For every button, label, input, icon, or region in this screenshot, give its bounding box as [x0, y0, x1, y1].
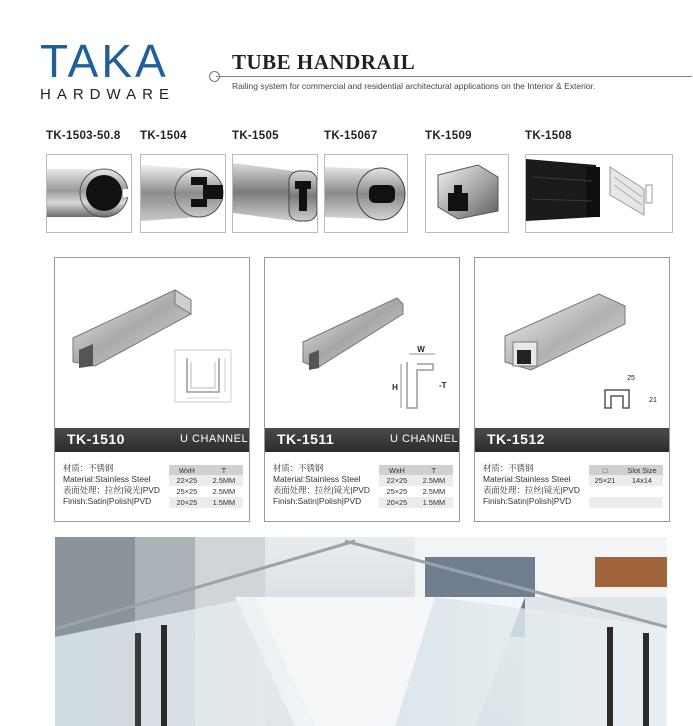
product-code-tk-1505: TK-1505 — [232, 130, 279, 142]
table-cell: 25×25 — [169, 486, 205, 497]
size-table-header: WxH — [379, 465, 415, 475]
product-spec — [273, 463, 370, 507]
table-cell: 2.5MM — [205, 475, 243, 486]
table-cell: 14x14 — [621, 475, 663, 486]
product-spec — [63, 463, 160, 507]
size-table-header: WxH — [169, 465, 205, 475]
page-title: TUBE HANDRAIL — [232, 50, 416, 74]
spec-material-cn: 材质：不锈钢 — [483, 463, 534, 473]
table-cell: 2.5MM — [205, 486, 243, 497]
size-table — [589, 465, 663, 508]
installation-photo — [55, 537, 667, 726]
table-cell — [589, 497, 621, 508]
spec-finish-en: Finish:Satin|Polish|PVD — [273, 496, 362, 506]
product-image-tk-1510 — [55, 258, 249, 423]
product-code-tk-1512: TK-1512 — [487, 431, 545, 447]
table-cell — [589, 486, 621, 497]
product-image-tk-1504 — [140, 154, 226, 233]
table-cell: 2.5MM — [415, 475, 453, 486]
spec-finish-en: Finish:Satin|Polish|PVD — [63, 496, 152, 506]
product-card-tk-1511 — [264, 257, 460, 522]
logo-subtext: HARDWARE — [40, 86, 175, 103]
spec-material-en: Material:Stainless Steel — [483, 474, 571, 484]
table-cell: 25×21 — [589, 475, 621, 486]
page-subtitle: Railing system for commercial and residential architectural applications on the Interior & Exterior. — [232, 81, 596, 91]
product-card-tk-1510 — [54, 257, 250, 522]
table-cell: 1.5MM — [415, 497, 453, 508]
product-image-tk-1505 — [232, 154, 318, 233]
size-table — [379, 465, 453, 508]
product-code-tk-1511: TK-1511 — [277, 431, 335, 447]
product-card-tk-1512 — [474, 257, 670, 522]
product-image-tk-1503 — [46, 154, 132, 233]
spec-finish-en: Finish:Satin|Polish|PVD — [483, 496, 572, 506]
drawing-label-w: W — [417, 345, 425, 354]
table-cell: 20×25 — [169, 497, 205, 508]
table-cell: 2.5MM — [415, 486, 453, 497]
drawing-label-w: 25 — [627, 375, 635, 382]
drawing-label-h: H — [392, 383, 398, 392]
size-table — [169, 465, 243, 508]
title-divider — [216, 76, 692, 77]
product-card-header — [475, 428, 669, 452]
product-image-tk-1508 — [525, 154, 673, 233]
table-cell: 25×25 — [379, 486, 415, 497]
spec-material-cn: 材质：不锈钢 — [63, 463, 114, 473]
product-code-tk-1504: TK-1504 — [140, 130, 187, 142]
size-table-header: □ — [589, 465, 621, 475]
product-type: U CHANNEL — [390, 433, 459, 445]
product-image-tk-15067 — [324, 154, 408, 233]
size-table-header: T — [415, 465, 453, 475]
table-cell: 20×25 — [379, 497, 415, 508]
table-cell: 22×25 — [169, 475, 205, 486]
spec-material-en: Material:Stainless Steel — [273, 474, 361, 484]
table-cell — [621, 497, 663, 508]
table-cell — [621, 486, 663, 497]
logo-text: TAKA — [40, 35, 169, 87]
spec-finish-cn: 表面处理：拉丝|镜光|PVD — [483, 485, 580, 495]
size-table-header: T — [205, 465, 243, 475]
spec-finish-cn: 表面处理：拉丝|镜光|PVD — [273, 485, 370, 495]
taka-logo — [40, 35, 200, 103]
product-card-header — [265, 428, 459, 452]
product-code-tk-1503: TK-1503-50.8 — [46, 130, 121, 142]
product-code-tk-1510: TK-1510 — [67, 431, 125, 447]
table-cell: 1.5MM — [205, 497, 243, 508]
size-table-header: Slot Size — [621, 465, 663, 475]
product-spec — [483, 463, 580, 507]
product-image-tk-1512 — [475, 258, 669, 423]
drawing-label-h: 21 — [649, 397, 657, 404]
spec-finish-cn: 表面处理：拉丝|镜光|PVD — [63, 485, 160, 495]
product-type: U CHANNEL — [180, 433, 249, 445]
product-code-tk-1508: TK-1508 — [525, 130, 572, 142]
product-code-tk-1509: TK-1509 — [425, 130, 472, 142]
product-image-tk-1509 — [425, 154, 509, 233]
product-image-tk-1511 — [265, 258, 459, 423]
spec-material-en: Material:Stainless Steel — [63, 474, 151, 484]
table-cell: 22×25 — [379, 475, 415, 486]
product-card-header — [55, 428, 249, 452]
product-code-tk-15067: TK-15067 — [324, 130, 378, 142]
drawing-label-t: -T — [439, 381, 447, 390]
spec-material-cn: 材质：不锈钢 — [273, 463, 324, 473]
